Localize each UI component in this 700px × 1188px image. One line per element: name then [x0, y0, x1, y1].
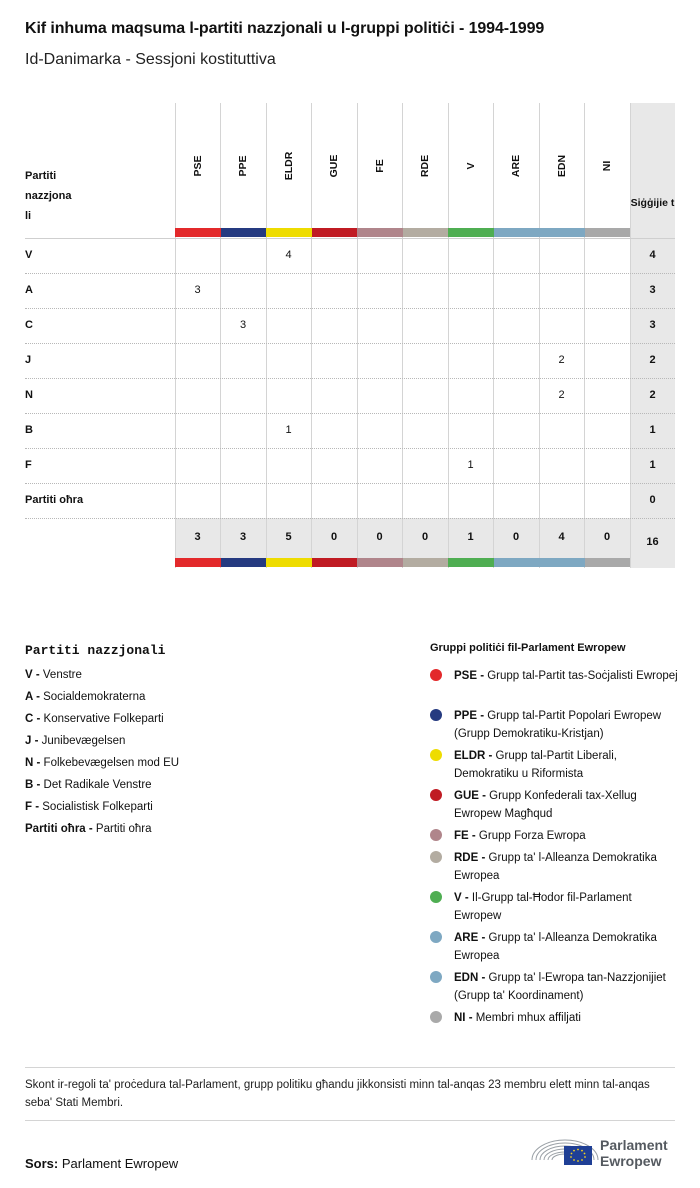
legend-party-code: J - [25, 735, 39, 747]
row-total: 3 [649, 319, 656, 331]
divider [25, 1067, 675, 1068]
group-color-bar-bottom [357, 558, 403, 567]
legend-party-name: Socialdemokraterna [39, 691, 146, 703]
legend-color-dot [430, 829, 442, 841]
legend-group-item [430, 667, 680, 685]
table-cell: 3 [194, 284, 201, 296]
column-divider [402, 103, 403, 568]
legend-group-text [454, 707, 680, 743]
legend-group-code: EDN - [454, 972, 486, 984]
party-column-header: Partiti nazzjona li [25, 170, 72, 222]
legend-color-dot [430, 669, 442, 681]
legend-party-item [25, 779, 152, 791]
legend-party-code: B - [25, 779, 41, 791]
legend-color-dot [430, 971, 442, 983]
legend-group-name: Grupp ta' l-Alleanza Demokratika Ewropea [454, 932, 657, 962]
legend-party-item [25, 669, 82, 681]
legend-group-name: Grupp tal-Partit Popolari Ewropew (Grupp Demokratiku-Kristjan) [454, 710, 662, 740]
legend-color-dot [430, 851, 442, 863]
row-label-party: V [25, 249, 33, 261]
legend-group-name: Il-Grupp tal-Ħodor fil-Parlament Ewropew [454, 892, 632, 922]
row-divider [25, 273, 675, 274]
legend-group-text [454, 969, 680, 1005]
group-color-bar-top [357, 228, 403, 237]
legend-group-code: NI - [454, 1012, 473, 1024]
legend-party-name: Konservative Folkeparti [40, 713, 164, 725]
legend-group-item [430, 889, 680, 925]
chart-title: Kif inhuma maqsuma l-partiti nazzjonali u l-gruppi politiċi - 1994-1999 [25, 20, 545, 37]
legend-group-name: Grupp Konfederali tax-Xellug Ewropew Magħqud [454, 790, 637, 820]
row-total: 0 [649, 494, 656, 506]
row-label-party: N [25, 389, 33, 401]
group-header-edn: EDN [555, 154, 568, 178]
group-header-are: ARE [510, 154, 522, 178]
column-total: 0 [421, 531, 429, 543]
legend-party-item [25, 823, 152, 835]
legend-party-item [25, 735, 125, 747]
row-label-party: J [25, 354, 32, 366]
legend-party-name: Folkebevægelsen mod EU [40, 757, 180, 769]
column-total: 3 [239, 531, 247, 543]
legend-parties-title: Partiti nazzjonali [25, 643, 166, 658]
group-color-bar-top [585, 228, 631, 237]
group-color-bar-bottom [266, 558, 312, 567]
row-label-party: C [25, 319, 33, 331]
legend-color-dot [430, 709, 442, 721]
legend-party-code: Partiti oħra - [25, 823, 93, 835]
legend-party-code: A - [25, 691, 40, 703]
group-color-bar-top [539, 228, 585, 237]
table-cell: 1 [285, 424, 292, 436]
legend-party-name: Det Radikale Venstre [40, 779, 152, 791]
legend-party-name: Venstre [39, 669, 82, 681]
legend-group-text [454, 827, 680, 845]
legend-group-name: Grupp ta' l-Ewropa tan-Nazzjonijiet (Grupp ta' Koordinament) [454, 972, 666, 1002]
group-color-bar-top [221, 228, 267, 237]
legend-party-code: F - [25, 801, 40, 813]
legend-group-name: Grupp Forza Ewropa [475, 830, 586, 842]
column-total: 1 [467, 531, 474, 543]
row-label-party: F [25, 459, 32, 471]
legend-party-code: N - [25, 757, 41, 769]
column-divider [220, 103, 221, 568]
logo-text: Parlament Ewropew [600, 1137, 668, 1169]
row-total: 2 [649, 389, 656, 401]
legend-group-text [454, 747, 680, 783]
legend-party-name: Socialistisk Folkeparti [39, 801, 153, 813]
column-total: 3 [194, 531, 201, 543]
row-divider [25, 343, 675, 344]
group-header-pse: PSE [191, 155, 204, 177]
total-column-header: Siġġijie t [630, 197, 675, 209]
source-value: Parlament Ewropew [61, 1156, 179, 1171]
row-total: 1 [649, 459, 656, 471]
row-divider [25, 378, 675, 379]
legend-group-text [454, 849, 680, 885]
group-color-bar-bottom [494, 558, 540, 567]
group-color-bar-bottom [448, 558, 494, 567]
row-divider [25, 448, 675, 449]
footnote: Skont ir-regoli ta' proċedura tal-Parlament, grupp politiku għandu jikkonsisti minn tal-anqas 23 membru elett minn tal-anqas seba' Stati Membri. [25, 1079, 650, 1109]
column-divider [493, 103, 494, 568]
row-total: 3 [649, 284, 656, 296]
legend-group-text [454, 1009, 680, 1027]
legend-group-item [430, 787, 680, 823]
row-label-party: Partiti oħra [25, 494, 84, 506]
group-color-bar-bottom [539, 558, 585, 567]
column-total: 5 [285, 531, 292, 543]
legend-group-name: Membri mhux affiljati [472, 1012, 581, 1024]
column-total: 0 [376, 531, 383, 543]
group-color-bar-top [312, 228, 358, 237]
column-divider [175, 103, 176, 568]
column-total: 0 [330, 531, 338, 543]
column-divider [448, 103, 449, 568]
legend-party-name: Junibevægelsen [38, 735, 126, 747]
legend-party-code: V - [25, 669, 40, 681]
row-divider [25, 483, 675, 484]
column-divider [266, 103, 267, 568]
group-color-bar-bottom [175, 558, 221, 567]
legend-party-item [25, 801, 153, 813]
group-header-v: V [464, 162, 477, 170]
legend-party-item [25, 757, 179, 769]
row-total: 2 [649, 354, 656, 366]
legend-party-name: Partiti oħra [92, 823, 152, 835]
legend-group-text [454, 787, 680, 823]
group-color-bar-top [175, 228, 221, 237]
legend-groups-title: Gruppi politiċi fil-Parlament Ewropew [430, 642, 626, 654]
row-label-party: B [25, 424, 33, 436]
legend-group-code: ELDR - [454, 750, 493, 762]
legend-group-name: Grupp tal-Partit tas-Soċjalisti Ewropej [484, 670, 678, 682]
table-cell: 4 [285, 249, 292, 261]
legend-group-item [430, 707, 680, 743]
chart-subtitle: Id-Danimarka - Sessjoni kostituttiva [25, 51, 276, 68]
column-divider [584, 103, 585, 568]
legend-color-dot [430, 891, 442, 903]
table-cell: 3 [239, 319, 247, 331]
group-header-fe: FE [373, 159, 386, 173]
source-label: Sors: [25, 1156, 59, 1171]
legend-group-name: Grupp tal-Partit Liberali, Demokratiku u Riformista [454, 750, 617, 780]
column-divider [311, 103, 312, 568]
legend-group-item [430, 929, 680, 965]
group-header-gue: GUE [328, 154, 340, 178]
table-cell: 2 [558, 389, 565, 401]
legend-color-dot [430, 1011, 442, 1023]
legend-group-item [430, 849, 680, 885]
group-header-eldr: ELDR [282, 151, 295, 181]
legend-group-code: PPE - [454, 710, 485, 722]
group-color-bar-bottom [221, 558, 267, 567]
source [25, 1156, 178, 1171]
legend-group-name: Grupp ta' l-Alleanza Demokratika Ewropea [454, 852, 657, 882]
group-color-bar-top [403, 228, 449, 237]
legend-color-dot [430, 931, 442, 943]
row-total: 1 [649, 424, 656, 436]
group-header-rde: RDE [419, 154, 431, 178]
row-divider [25, 308, 675, 309]
legend-group-text [454, 889, 680, 925]
legend-group-item [430, 747, 680, 783]
legend-group-code: GUE - [454, 790, 486, 802]
group-color-bar-top [494, 228, 540, 237]
legend-group-code: RDE - [454, 852, 486, 864]
group-color-bar-bottom [585, 558, 631, 567]
group-color-bar-bottom [312, 558, 358, 567]
grand-total: 16 [646, 536, 659, 548]
row-total: 4 [649, 249, 656, 261]
legend-group-text [454, 667, 680, 685]
group-header-ni: NI [601, 160, 613, 172]
legend-group-code: FE - [454, 830, 476, 842]
table-cell: 2 [558, 354, 565, 366]
legend-group-item [430, 827, 680, 845]
column-total: 0 [603, 531, 611, 543]
group-color-bar-bottom [403, 558, 449, 567]
column-divider [539, 103, 540, 568]
legend-group-code: PSE - [454, 670, 485, 682]
legend-group-text [454, 929, 680, 965]
divider [25, 1120, 675, 1121]
legend-group-code: V - [454, 892, 469, 904]
legend-color-dot [430, 749, 442, 761]
legend-party-item [25, 691, 145, 703]
row-label-party: A [25, 284, 33, 296]
column-total: 0 [512, 531, 520, 543]
row-divider [25, 518, 675, 519]
column-divider [357, 103, 358, 568]
row-divider [25, 413, 675, 414]
legend-group-item [430, 1009, 680, 1027]
header-divider [25, 238, 675, 239]
column-total: 4 [558, 531, 565, 543]
legend-color-dot [430, 789, 442, 801]
legend-party-code: C - [25, 713, 41, 725]
group-header-ppe: PPE [237, 155, 249, 177]
table-cell: 1 [467, 459, 474, 471]
legend-group-item [430, 969, 680, 1005]
group-color-bar-top [266, 228, 312, 237]
legend-group-code: ARE - [454, 932, 486, 944]
legend-party-item [25, 713, 164, 725]
group-color-bar-top [448, 228, 494, 237]
